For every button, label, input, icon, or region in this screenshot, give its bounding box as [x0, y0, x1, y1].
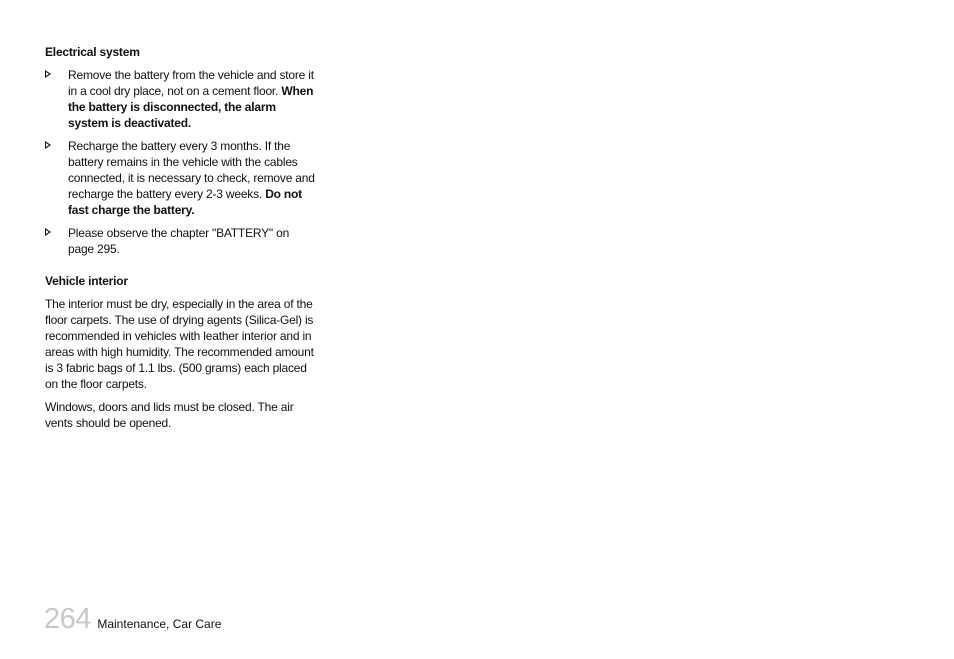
paragraph: Windows, doors and lids must be closed. The air vents should be opened. — [45, 400, 294, 430]
page-footer — [44, 603, 221, 635]
section-spacer — [45, 264, 317, 273]
section-heading-vehicle-interior: Vehicle interior — [45, 274, 128, 288]
page-number: 264 — [44, 603, 91, 635]
bullet-arrow-icon — [45, 228, 51, 236]
bullet-text: Remove the battery from the vehicle and store it in a cool dry place, not on a cement floor. — [68, 68, 314, 98]
bullet-arrow-icon — [45, 70, 51, 78]
bullet-arrow-icon — [45, 141, 51, 149]
bullet-text: Recharge the battery every 3 months. If the battery remains in the vehicle with the cables connected, it is necessary to check, remove and recharge the battery every 2-3 weeks. — [68, 139, 315, 201]
content-column — [45, 44, 317, 438]
bullet-bold-text: Do not fast charge the battery. — [68, 187, 302, 217]
paragraph: The interior must be dry, especially in the area of the floor carpets. The use of drying agents (Silica-Gel) is recommended in vehicles with leather interior and in areas with high humidity. The recommended amount is 3 fabric bags of 1.1 lbs. (500 grams) each placed on the floor carpets. — [45, 297, 314, 391]
bullet-text: Please observe the chapter "BATTERY" on page 295. — [68, 226, 290, 256]
chapter-title: Maintenance, Car Care — [97, 617, 222, 631]
list-item — [45, 138, 317, 218]
section-heading-electrical-system: Electrical system — [45, 45, 140, 59]
list-item — [45, 67, 317, 131]
list-item — [45, 225, 317, 257]
bullet-bold-text: When the battery is disconnected, the alarm system is deactivated. — [68, 84, 314, 130]
